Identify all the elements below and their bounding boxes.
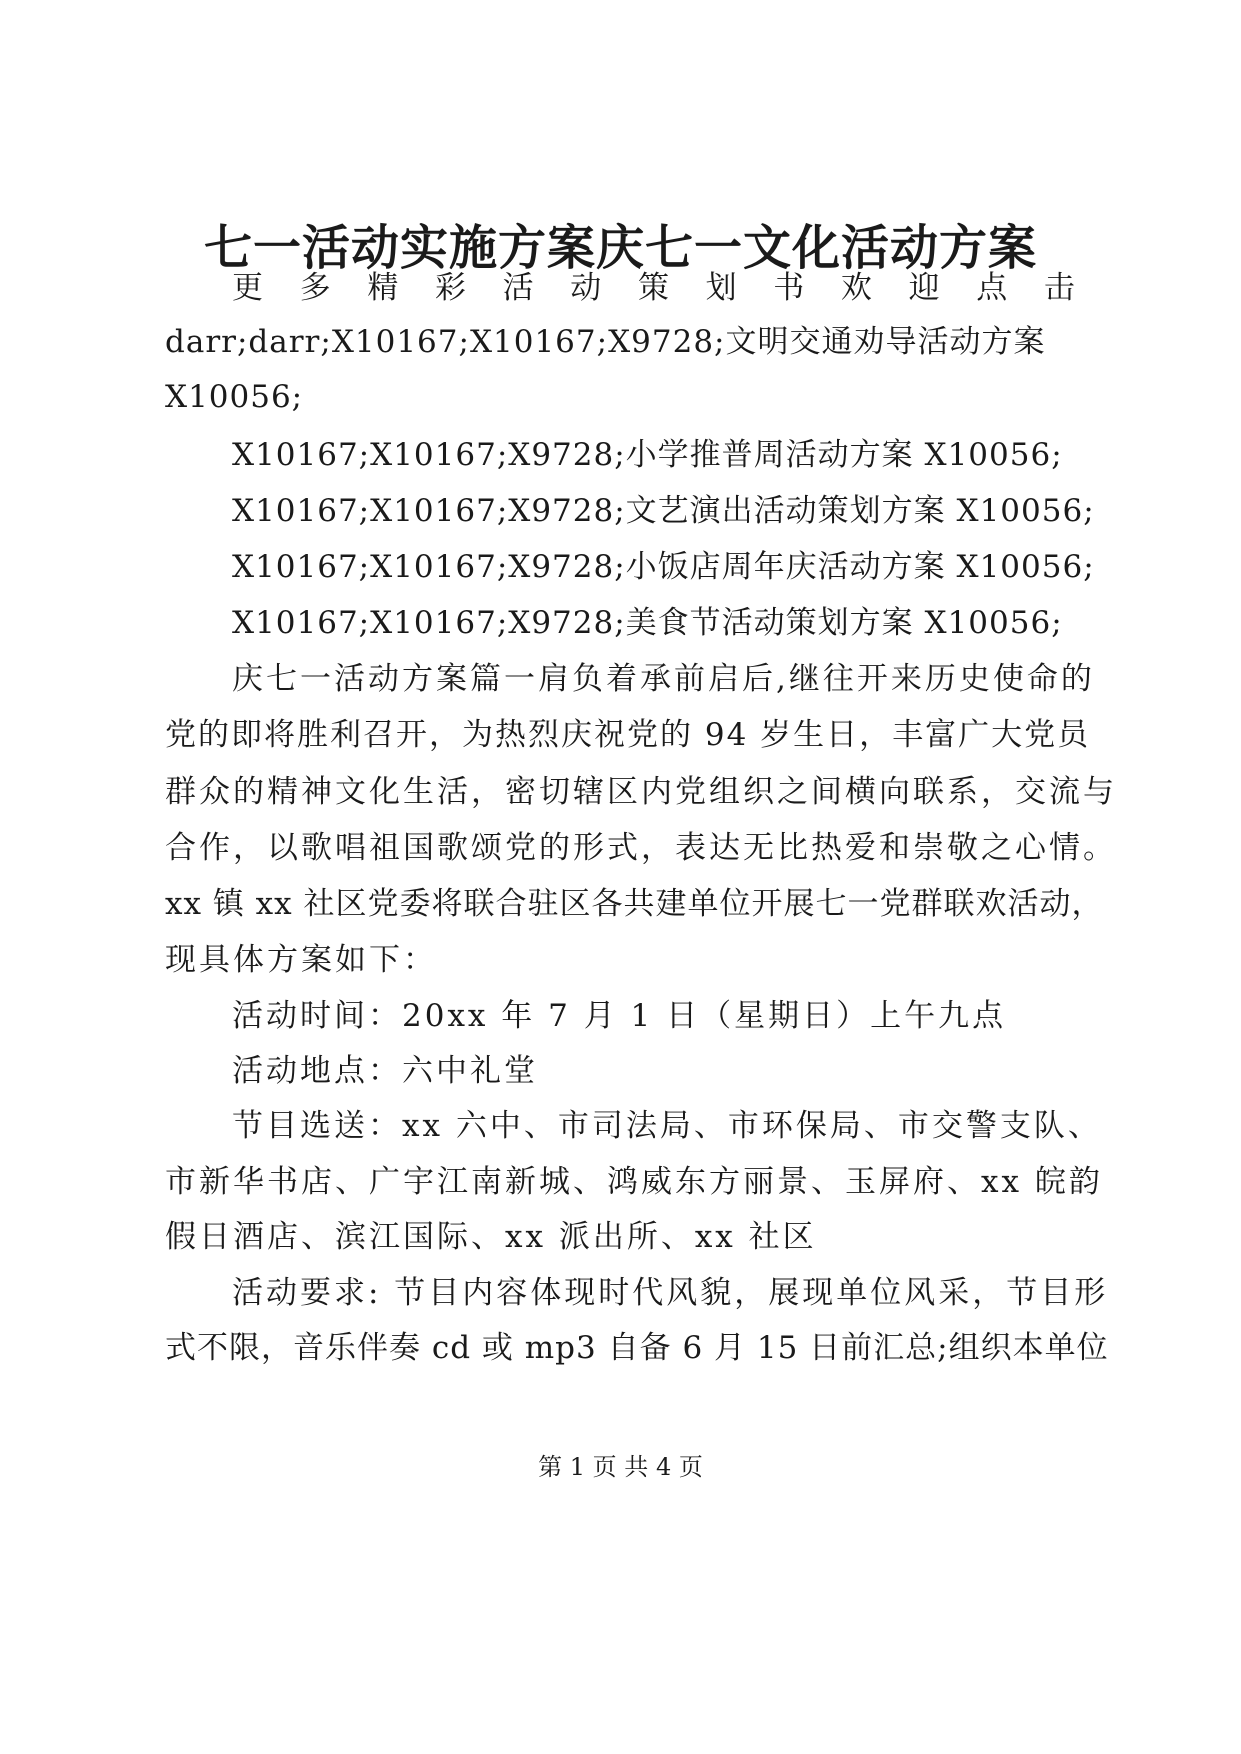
intro-char: 策	[637, 270, 669, 306]
document-title: 七一活动实施方案庆七一文化活动方案	[203, 220, 1037, 276]
intro-char: 动	[570, 270, 602, 306]
body-line-2: 党的即将胜利召开，为热烈庆祝党的 94 岁生日，丰富广大党员	[165, 717, 1091, 753]
intro-char: 划	[705, 270, 737, 306]
activity-time-line: 活动时间：20xx 年 7 月 1 日（星期日）上午九点	[232, 998, 1007, 1034]
intro-char: 精	[367, 270, 399, 306]
program-line-3: 假日酒店、滨江国际、xx 派出所、xx 社区	[165, 1219, 817, 1255]
intro-char: 活	[502, 270, 534, 306]
intro-char: 书	[773, 270, 805, 306]
intro-line-2: darr;darr;X10167;X10167;X9728;文明交通劝导活动方案	[165, 324, 1046, 360]
requirement-line-2: 式不限，音乐伴奏 cd 或 mp3 自备 6 月 15 日前汇总;组织本单位	[165, 1330, 1109, 1366]
intro-char: 迎	[908, 270, 940, 306]
page-footer: 第 1 页 共 4 页	[538, 1453, 703, 1481]
intro-char: 点	[976, 270, 1008, 306]
link-line-4: X10167;X10167;X9728;美食节活动策划方案 X10056;	[232, 605, 1063, 641]
body-line-4: 合作，以歌唱祖国歌颂党的形式，表达无比热爱和崇敬之心情。	[165, 830, 1117, 866]
activity-place-line: 活动地点：六中礼堂	[232, 1053, 538, 1089]
body-line-5: xx 镇 xx 社区党委将联合驻区各共建单位开展七一党群联欢活动，	[165, 886, 1104, 922]
program-line-1: 节目选送：xx 六中、市司法局、市环保局、市交警支队、	[232, 1108, 1102, 1144]
body-line-3: 群众的精神文化生活，密切辖区内党组织之间横向联系，交流与	[165, 774, 1117, 810]
intro-char: 多	[299, 270, 331, 306]
intro-line-1	[232, 266, 1075, 310]
program-line-2: 市新华书店、广宇江南新城、鸿威东方丽景、玉屏府、xx 皖韵	[165, 1164, 1103, 1200]
link-line-1: X10167;X10167;X9728;小学推普周活动方案 X10056;	[232, 437, 1063, 473]
requirement-line-1: 活动要求: 节目内容体现时代风貌，展现单位风采，节目形	[232, 1275, 1109, 1311]
link-line-2: X10167;X10167;X9728;文艺演出活动策划方案 X10056;	[232, 493, 1095, 529]
intro-char: 欢	[840, 270, 872, 306]
intro-line-3: X10056;	[165, 379, 304, 415]
link-line-3: X10167;X10167;X9728;小饭店周年庆活动方案 X10056;	[232, 549, 1095, 585]
intro-char: 击	[1043, 270, 1075, 306]
body-line-1: 庆七一活动方案篇一肩负着承前启后,继往开来历史使命的	[232, 661, 1095, 697]
body-line-6: 现具体方案如下：	[165, 942, 437, 978]
intro-char: 更	[232, 270, 263, 306]
intro-char: 彩	[434, 270, 466, 306]
